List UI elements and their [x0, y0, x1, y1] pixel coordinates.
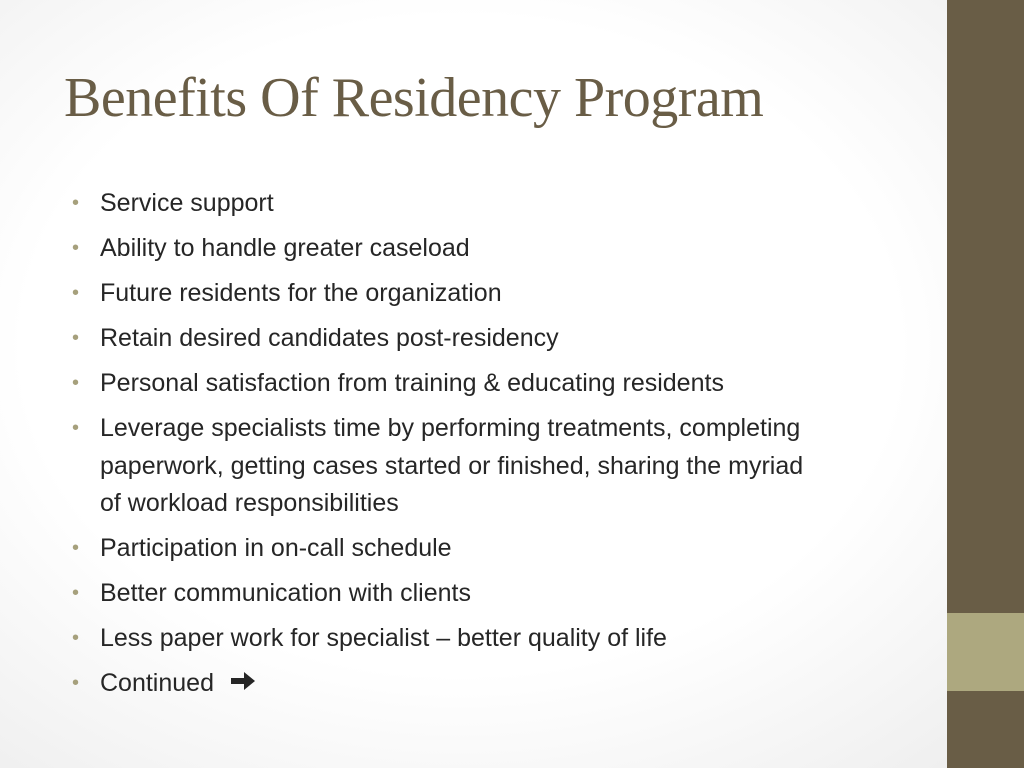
bullet-text: Service support — [100, 189, 274, 217]
bullet-dot: • — [72, 627, 80, 649]
bullet-text: Continued — [100, 669, 214, 697]
bullet-text: Ability to handle greater caseload — [100, 234, 470, 262]
bullet-dot: • — [72, 537, 80, 559]
bullet-dot: • — [72, 282, 80, 304]
sidebar-accent-block — [947, 613, 1024, 691]
bullet-item — [70, 575, 830, 613]
bullet-dot: • — [72, 237, 80, 259]
bullet-text: Better communication with clients — [100, 579, 471, 607]
bullet-dot: • — [72, 417, 80, 439]
bullet-dot: • — [72, 372, 80, 394]
bullet-text: Retain desired candidates post-residency — [100, 324, 559, 352]
bullet-dot: • — [72, 327, 80, 349]
bullet-text: Participation in on-call schedule — [100, 534, 452, 562]
bullet-dot: • — [72, 672, 80, 694]
bullet-item — [70, 230, 830, 268]
bullet-item — [70, 275, 830, 313]
bullet-item — [70, 620, 830, 658]
bullet-text: Less paper work for specialist – better quality of life — [100, 624, 667, 652]
bullet-item — [70, 530, 830, 568]
bullet-item — [70, 185, 830, 223]
bullet-item — [70, 410, 830, 523]
right-arrow-icon — [229, 667, 257, 705]
slide-title: Benefits Of Residency Program — [64, 67, 764, 129]
bullet-item — [70, 365, 830, 403]
bullet-list — [70, 185, 830, 712]
bullet-item — [70, 320, 830, 358]
bullet-text: Personal satisfaction from training & educating residents — [100, 369, 724, 397]
bullet-item — [70, 665, 830, 705]
bullet-text: Future residents for the organization — [100, 279, 502, 307]
bullet-dot: • — [72, 582, 80, 604]
bullet-dot: • — [72, 192, 80, 214]
bullet-text: Leverage specialists time by performing treatments, completing paperwork, getting cases started or finished, sharing the myriad of workload responsibilities — [100, 414, 804, 517]
